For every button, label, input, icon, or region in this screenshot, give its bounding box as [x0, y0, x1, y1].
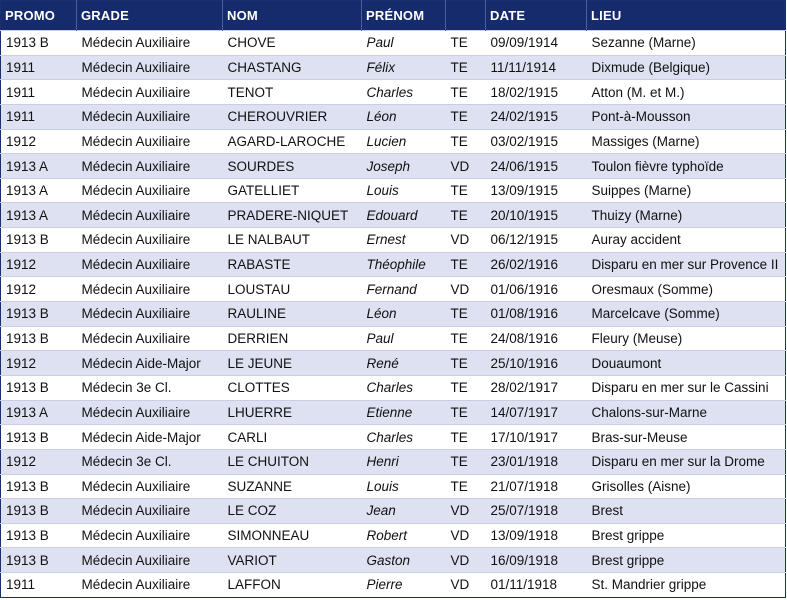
cell-grade: Médecin Aide-Major — [77, 351, 223, 376]
cell-date: 25/07/1918 — [486, 499, 587, 524]
cell-promo: 1913 A — [1, 400, 77, 425]
cell-lieu: Fleury (Meuse) — [587, 326, 786, 351]
cell-date: 18/02/1915 — [486, 80, 587, 105]
cell-prenom: Henri — [362, 449, 446, 474]
header-cat — [446, 1, 486, 31]
cell-cat: VD — [446, 499, 486, 524]
cell-promo: 1911 — [1, 104, 77, 129]
cell-grade: Médecin Auxiliaire — [77, 80, 223, 105]
cell-promo: 1913 B — [1, 499, 77, 524]
cell-cat: TE — [446, 302, 486, 327]
cell-grade: Médecin Auxiliaire — [77, 252, 223, 277]
table-row — [1, 55, 786, 80]
cell-date: 24/08/1916 — [486, 326, 587, 351]
cell-date: 01/08/1916 — [486, 302, 587, 327]
cell-nom: LE JEUNE — [223, 351, 362, 376]
cell-nom: SOURDES — [223, 154, 362, 179]
cell-promo: 1913 B — [1, 425, 77, 450]
cell-grade: Médecin Auxiliaire — [77, 178, 223, 203]
cell-promo: 1913 A — [1, 178, 77, 203]
cell-nom: CARLI — [223, 425, 362, 450]
cell-prenom: Etienne — [362, 400, 446, 425]
cell-promo: 1912 — [1, 277, 77, 302]
cell-nom: LE NALBAUT — [223, 228, 362, 253]
cell-nom: LE COZ — [223, 499, 362, 524]
table-row — [1, 203, 786, 228]
cell-prenom: Paul — [362, 326, 446, 351]
table-row — [1, 178, 786, 203]
cell-grade: Médecin Aide-Major — [77, 425, 223, 450]
cell-prenom: Louis — [362, 178, 446, 203]
table-row — [1, 326, 786, 351]
header-row — [1, 1, 786, 31]
table-row — [1, 80, 786, 105]
cell-nom: RABASTE — [223, 252, 362, 277]
cell-prenom: Fernand — [362, 277, 446, 302]
table-row — [1, 523, 786, 548]
table-row — [1, 449, 786, 474]
cell-grade: Médecin 3e Cl. — [77, 375, 223, 400]
cell-date: 06/12/1915 — [486, 228, 587, 253]
cell-prenom: Edouard — [362, 203, 446, 228]
cell-prenom: Lucien — [362, 129, 446, 154]
cell-cat: VD — [446, 228, 486, 253]
cell-grade: Médecin Auxiliaire — [77, 129, 223, 154]
cell-date: 17/10/1917 — [486, 425, 587, 450]
cell-lieu: Grisolles (Aisne) — [587, 474, 786, 499]
cell-nom: LAFFON — [223, 573, 362, 598]
header-nom: NOM — [223, 1, 362, 31]
cell-date: 11/11/1914 — [486, 55, 587, 80]
cell-prenom: Théophile — [362, 252, 446, 277]
cell-nom: CHEROUVRIER — [223, 104, 362, 129]
cell-date: 20/10/1915 — [486, 203, 587, 228]
cell-nom: DERRIEN — [223, 326, 362, 351]
cell-promo: 1911 — [1, 55, 77, 80]
cell-prenom: René — [362, 351, 446, 376]
cell-cat: TE — [446, 55, 486, 80]
cell-prenom: Charles — [362, 375, 446, 400]
cell-grade: Médecin Auxiliaire — [77, 31, 223, 56]
cell-prenom: Léon — [362, 104, 446, 129]
cell-promo: 1913 B — [1, 523, 77, 548]
cell-lieu: Disparu en mer sur la Drome — [587, 449, 786, 474]
table-row — [1, 252, 786, 277]
cell-cat: TE — [446, 31, 486, 56]
cell-nom: PRADERE-NIQUET — [223, 203, 362, 228]
cell-lieu: Toulon fièvre typhoïde — [587, 154, 786, 179]
cell-lieu: Brest — [587, 499, 786, 524]
table-row — [1, 425, 786, 450]
table-body — [1, 31, 786, 598]
cell-date: 13/09/1918 — [486, 523, 587, 548]
cell-cat: TE — [446, 326, 486, 351]
cell-lieu: Sezanne (Marne) — [587, 31, 786, 56]
cell-date: 24/06/1915 — [486, 154, 587, 179]
cell-lieu: Chalons-sur-Marne — [587, 400, 786, 425]
cell-promo: 1913 B — [1, 31, 77, 56]
cell-prenom: Jean — [362, 499, 446, 524]
cell-promo: 1912 — [1, 351, 77, 376]
cell-nom: TENOT — [223, 80, 362, 105]
cell-promo: 1913 A — [1, 203, 77, 228]
cell-cat: TE — [446, 425, 486, 450]
cell-lieu: Suippes (Marne) — [587, 178, 786, 203]
cell-promo: 1913 B — [1, 548, 77, 573]
cell-grade: Médecin Auxiliaire — [77, 474, 223, 499]
cell-date: 24/02/1915 — [486, 104, 587, 129]
cell-lieu: Atton (M. et M.) — [587, 80, 786, 105]
cell-grade: Médecin Auxiliaire — [77, 326, 223, 351]
cell-nom: GATELLIET — [223, 178, 362, 203]
cell-grade: Médecin 3e Cl. — [77, 449, 223, 474]
cell-date: 14/07/1917 — [486, 400, 587, 425]
cell-prenom: Charles — [362, 425, 446, 450]
cell-cat: TE — [446, 252, 486, 277]
cell-lieu: St. Mandrier grippe — [587, 573, 786, 598]
table-row — [1, 154, 786, 179]
cell-nom: CLOTTES — [223, 375, 362, 400]
cell-date: 25/10/1916 — [486, 351, 587, 376]
cell-lieu: Thuizy (Marne) — [587, 203, 786, 228]
cell-nom: CHASTANG — [223, 55, 362, 80]
cell-nom: RAULINE — [223, 302, 362, 327]
cell-grade: Médecin Auxiliaire — [77, 573, 223, 598]
cell-nom: SUZANNE — [223, 474, 362, 499]
cell-cat: VD — [446, 523, 486, 548]
cell-grade: Médecin Auxiliaire — [77, 499, 223, 524]
cell-lieu: Brest grippe — [587, 548, 786, 573]
cell-date: 09/09/1914 — [486, 31, 587, 56]
cell-prenom: Léon — [362, 302, 446, 327]
cell-nom: LOUSTAU — [223, 277, 362, 302]
cell-lieu: Auray accident — [587, 228, 786, 253]
cell-prenom: Robert — [362, 523, 446, 548]
cell-grade: Médecin Auxiliaire — [77, 277, 223, 302]
cell-date: 01/11/1918 — [486, 573, 587, 598]
cell-cat: VD — [446, 548, 486, 573]
header-date: DATE — [486, 1, 587, 31]
cell-cat: TE — [446, 203, 486, 228]
cell-prenom: Louis — [362, 474, 446, 499]
cell-promo: 1911 — [1, 80, 77, 105]
cell-cat: TE — [446, 375, 486, 400]
cell-date: 23/01/1918 — [486, 449, 587, 474]
table-row — [1, 302, 786, 327]
cell-prenom: Joseph — [362, 154, 446, 179]
cell-prenom: Félix — [362, 55, 446, 80]
header-grade: GRADE — [77, 1, 223, 31]
cell-cat: TE — [446, 400, 486, 425]
table-row — [1, 400, 786, 425]
table-row — [1, 573, 786, 598]
table-row — [1, 474, 786, 499]
cell-lieu: Disparu en mer sur le Cassini — [587, 375, 786, 400]
cell-grade: Médecin Auxiliaire — [77, 154, 223, 179]
cell-date: 28/02/1917 — [486, 375, 587, 400]
cell-lieu: Marcelcave (Somme) — [587, 302, 786, 327]
cell-promo: 1913 A — [1, 154, 77, 179]
cell-cat: TE — [446, 449, 486, 474]
cell-lieu: Disparu en mer sur Provence II — [587, 252, 786, 277]
cell-nom: LE CHUITON — [223, 449, 362, 474]
cell-lieu: Oresmaux (Somme) — [587, 277, 786, 302]
cell-cat: TE — [446, 178, 486, 203]
table-row — [1, 548, 786, 573]
cell-prenom: Charles — [362, 80, 446, 105]
cell-date: 03/02/1915 — [486, 129, 587, 154]
cell-prenom: Gaston — [362, 548, 446, 573]
cell-nom: LHUERRE — [223, 400, 362, 425]
cell-date: 01/06/1916 — [486, 277, 587, 302]
cell-nom: CHOVE — [223, 31, 362, 56]
table-row — [1, 277, 786, 302]
cell-grade: Médecin Auxiliaire — [77, 104, 223, 129]
cell-cat: TE — [446, 474, 486, 499]
cell-prenom: Pierre — [362, 573, 446, 598]
cell-lieu: Massiges (Marne) — [587, 129, 786, 154]
cell-promo: 1913 B — [1, 228, 77, 253]
table-row — [1, 31, 786, 56]
cell-lieu: Bras-sur-Meuse — [587, 425, 786, 450]
cell-promo: 1913 B — [1, 474, 77, 499]
cell-lieu: Brest grippe — [587, 523, 786, 548]
cell-grade: Médecin Auxiliaire — [77, 548, 223, 573]
cell-grade: Médecin Auxiliaire — [77, 55, 223, 80]
cell-cat: VD — [446, 154, 486, 179]
cell-date: 26/02/1916 — [486, 252, 587, 277]
header-prenom: PRÉNOM — [362, 1, 446, 31]
table-row — [1, 104, 786, 129]
cell-nom: SIMONNEAU — [223, 523, 362, 548]
cell-grade: Médecin Auxiliaire — [77, 228, 223, 253]
cell-cat: TE — [446, 351, 486, 376]
cell-grade: Médecin Auxiliaire — [77, 523, 223, 548]
cell-grade: Médecin Auxiliaire — [77, 302, 223, 327]
header-lieu: LIEU — [587, 1, 786, 31]
cell-promo: 1913 B — [1, 375, 77, 400]
cell-date: 16/09/1918 — [486, 548, 587, 573]
cell-cat: TE — [446, 104, 486, 129]
cell-cat: VD — [446, 573, 486, 598]
table-header — [1, 1, 786, 31]
cell-prenom: Paul — [362, 31, 446, 56]
table-row — [1, 129, 786, 154]
cell-lieu: Pont-à-Mousson — [587, 104, 786, 129]
cell-lieu: Dixmude (Belgique) — [587, 55, 786, 80]
cell-lieu: Douaumont — [587, 351, 786, 376]
table-row — [1, 499, 786, 524]
cell-date: 13/09/1915 — [486, 178, 587, 203]
cell-date: 21/07/1918 — [486, 474, 587, 499]
cell-cat: TE — [446, 80, 486, 105]
cell-promo: 1912 — [1, 449, 77, 474]
table-row — [1, 375, 786, 400]
cell-promo: 1913 B — [1, 326, 77, 351]
cell-nom: AGARD-LAROCHE — [223, 129, 362, 154]
cell-nom: VARIOT — [223, 548, 362, 573]
cell-promo: 1912 — [1, 252, 77, 277]
cell-prenom: Ernest — [362, 228, 446, 253]
table-row — [1, 351, 786, 376]
table-row — [1, 228, 786, 253]
cell-grade: Médecin Auxiliaire — [77, 400, 223, 425]
cell-promo: 1913 B — [1, 302, 77, 327]
cell-cat: TE — [446, 129, 486, 154]
cell-cat: VD — [446, 277, 486, 302]
cell-grade: Médecin Auxiliaire — [77, 203, 223, 228]
cell-promo: 1911 — [1, 573, 77, 598]
cell-promo: 1912 — [1, 129, 77, 154]
header-promo: PROMO — [5, 8, 56, 23]
